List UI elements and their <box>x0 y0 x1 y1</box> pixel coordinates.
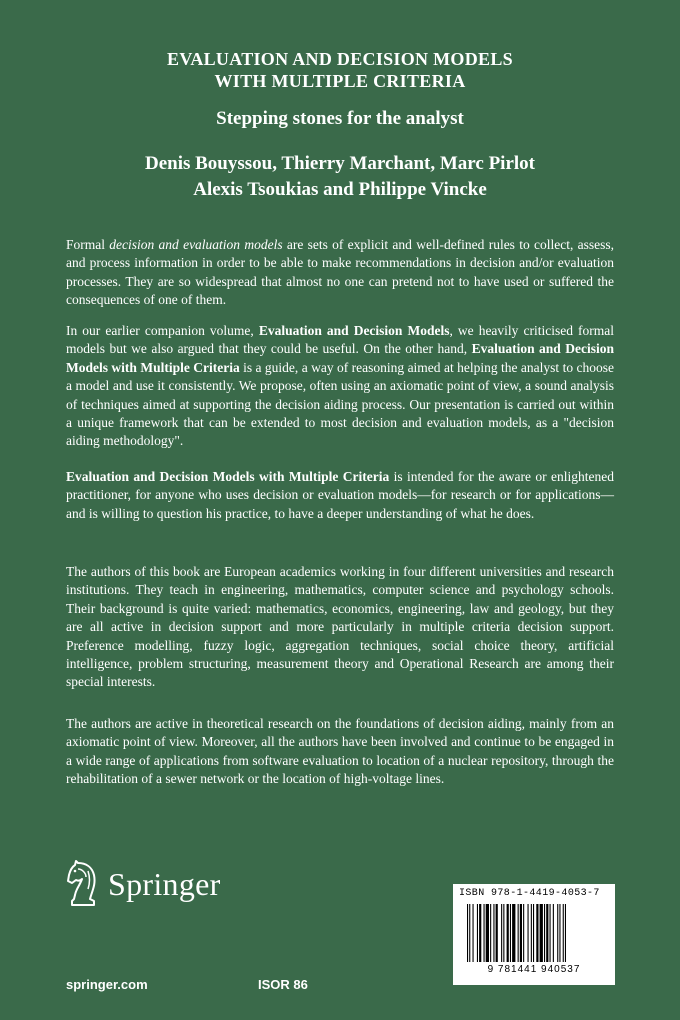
description-paragraph-4: The authors of this book are European academics working in four different universities and research institutions. They teach in engineering, mathematics, computer science and psychology schools. Their background is quite varied: mathematics, economics, engineering, law and geology, but they are all active in decision support and more particularly in multiple criteria decision support. Preference modelling, fuzzy logic, aggregation techniques, social choice theory, artificial intelligence, problem structuring, measurement theory and Operational Research are among their special interests. <box>66 564 614 690</box>
isbn-label: ISBN 978-1-4419-4053-7 <box>459 888 600 899</box>
barcode-bar <box>536 904 538 962</box>
barcode-bar <box>531 904 532 962</box>
knight-chess-piece-icon <box>66 859 100 909</box>
authors-line-2: Alexis Tsoukias and Philippe Vincke <box>193 179 487 200</box>
description-paragraph-3: Evaluation and Decision Models with Multiple Criteria is intended for the aware or enlightened practitioner, for anyone who uses decision or evaluation models—for research or for applications—and is willing to question his practice, to have a deeper understanding of what he does. <box>66 469 615 521</box>
barcode-bar <box>540 904 543 962</box>
description-paragraph-1: Formal decision and evaluation models are sets of explicit and well-defined rules to collect, assess, and process information in order to be able to make recommendations in decision and/or evaluation processes. They are so widespread that almost no one can pretend not to have used or suffered the consequences of one of them. <box>66 237 614 308</box>
barcode-bar <box>553 904 554 962</box>
barcode-bar <box>479 904 481 962</box>
publisher-url[interactable]: springer.com <box>66 977 148 992</box>
barcode-bar <box>528 904 529 962</box>
barcode-bar <box>546 904 548 962</box>
barcode-bar <box>484 904 485 962</box>
publisher-name: Springer <box>108 865 221 902</box>
description-paragraph-5: The authors are active in theoretical research on the foundations of decision aiding, mainly from an axiomatic point of view. Moreover, all the authors have been involved and continue to be engaged in a wide range of applications from software evaluation to location of a nuclear repository, through the rehabilitation of a sewer network or the location of high-voltage lines. <box>66 716 614 787</box>
description-paragraph-2: In our earlier companion volume, Evaluation and Decision Models, we heavily criticised formal models but we also argued that they could be useful. On the other hand, Evaluation and Decision Models with Multiple Criteria is a guide, a way of reasoning aimed at helping the analyst to choose a model and use it consistently. We propose, often using an axiomatic point of view, a sound analysis of techniques aimed at supporting the decision aiding process. Our presentation is carried out within a unique framework that can be extended to most decision and evaluation models, as a "decision aiding methodology". <box>66 323 615 449</box>
barcode-bar <box>496 904 498 962</box>
barcode-bar <box>520 904 522 962</box>
barcode-bar <box>490 904 491 962</box>
barcode-bar <box>473 904 474 962</box>
series-number: ISOR 86 <box>258 977 308 992</box>
barcode-bar <box>510 904 511 962</box>
barcode-bar <box>477 904 478 962</box>
barcode-bar <box>544 904 545 962</box>
barcode-bars <box>465 904 603 966</box>
isbn-barcode <box>453 884 615 985</box>
barcode-bar <box>507 904 509 962</box>
barcode-bar <box>512 904 515 962</box>
barcode-bar <box>503 904 504 962</box>
book-subtitle: Stepping stones for the analyst <box>216 108 464 129</box>
barcode-bar <box>563 904 564 962</box>
barcode-bar <box>467 904 468 962</box>
barcode-bar <box>565 904 566 962</box>
barcode-bar <box>559 904 560 962</box>
barcode-bar <box>523 904 524 962</box>
authors-line-1: Denis Bouyssou, Thierry Marchant, Marc Pirlot <box>144 153 535 174</box>
barcode-bar <box>501 904 502 962</box>
barcode-bar <box>469 904 470 962</box>
barcode-bar <box>518 904 519 962</box>
barcode-bar <box>493 904 494 962</box>
book-title-line-2: WITH MULTIPLE CRITERIA <box>214 71 466 91</box>
publisher-logo <box>66 856 221 912</box>
barcode-bar <box>533 904 534 962</box>
barcode-bar <box>557 904 558 962</box>
barcode-bar <box>550 904 551 962</box>
barcode-number: 9 781441 940537 <box>487 964 581 975</box>
book-title-line-1: EVALUATION AND DECISION MODELS <box>167 49 513 69</box>
barcode-bar <box>486 904 489 962</box>
